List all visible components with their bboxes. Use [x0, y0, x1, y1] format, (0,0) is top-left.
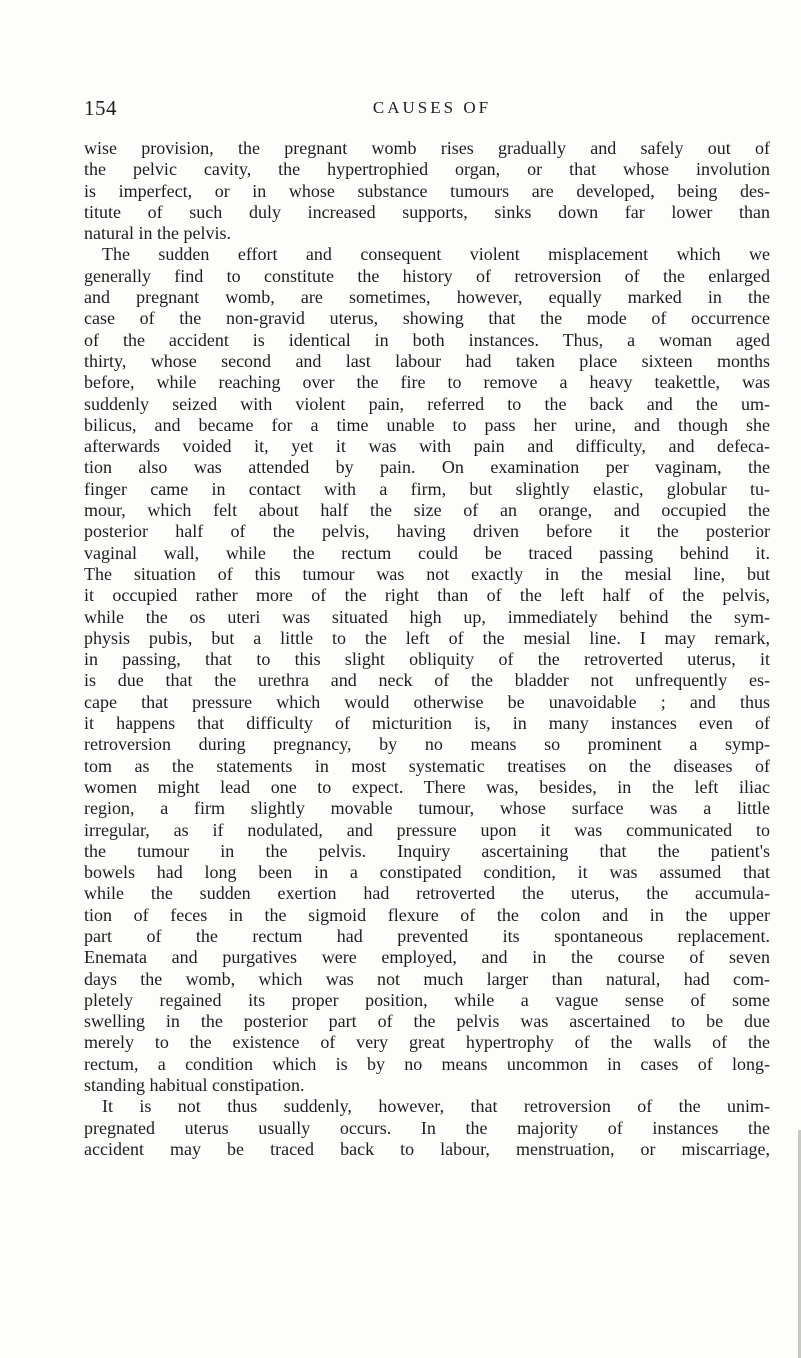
text-line: finger came in contact with a firm, but slightly elastic, globular tu- [84, 478, 770, 499]
text-line: while the os uteri was situated high up, immediately behind the sym- [84, 606, 770, 627]
text-line: in passing, that to this slight obliquity of the retroverted uterus, it [84, 649, 770, 670]
page-number: 154 [84, 96, 117, 120]
text-line: titute of such duly increased supports, sinks down far lower than [84, 201, 770, 222]
text-line: days the womb, which was not much larger than natural, had com- [84, 968, 770, 989]
text-line: is imperfect, or in whose substance tumours are developed, being des- [84, 180, 770, 201]
text-line: suddenly seized with violent pain, referred to the back and the um- [84, 393, 770, 414]
text-line: retroversion during pregnancy, by no means so prominent a symp- [84, 734, 770, 755]
text-line: it happens that difficulty of micturition is, in many instances even of [84, 713, 770, 734]
text-line: merely to the existence of very great hypertrophy of the walls of the [84, 1032, 770, 1053]
text-line: afterwards voided it, yet it was with pain and difficulty, and defeca- [84, 436, 770, 457]
text-line: region, a firm slightly movable tumour, whose surface was a little [84, 798, 770, 819]
text-line: case of the non-gravid uterus, showing that the mode of occurrence [84, 308, 770, 329]
text-line: accident may be traced back to labour, menstruation, or miscarriage, [84, 1138, 770, 1159]
text-line: standing habitual constipation. [84, 1075, 305, 1096]
text-line: bilicus, and became for a time unable to pass her urine, and though she [84, 414, 770, 435]
text-line: generally find to constitute the history of retroversion of the enlarged [84, 265, 770, 286]
text-line: pregnated uterus usually occurs. In the majority of instances the [84, 1117, 770, 1138]
text-line: tion also was attended by pain. On examination per vaginam, the [84, 457, 770, 478]
text-line: and pregnant womb, are sometimes, however, equally marked in the [84, 287, 770, 308]
text-line: bowels had long been in a constipated condition, it was assumed that [84, 862, 770, 883]
text-line: swelling in the posterior part of the pelvis was ascertained to be due [84, 1011, 770, 1032]
text-line: while the sudden exertion had retroverted the uterus, the accumula- [84, 883, 770, 904]
text-line: The situation of this tumour was not exactly in the mesial line, but [84, 563, 770, 584]
text-line: thirty, whose second and last labour had taken place sixteen months [84, 350, 770, 371]
text-line: part of the rectum had prevented its spontaneous replacement. [84, 925, 770, 946]
text-line: It is not thus suddenly, however, that retroversion of the unim- [102, 1096, 770, 1117]
text-line: rectum, a condition which is by no means uncommon in cases of long- [84, 1053, 770, 1074]
text-line: tom as the statements in most systematic treatises on the diseases of [84, 755, 770, 776]
text-line: women might lead one to expect. There was, besides, in the left iliac [84, 776, 770, 797]
text-line: The sudden effort and consequent violent misplacement which we [102, 244, 770, 265]
running-head: CAUSES OF [372, 98, 492, 117]
page-header [84, 96, 770, 122]
text-line: before, while reaching over the fire to remove a heavy teakettle, was [84, 372, 770, 393]
text-line: mour, which felt about half the size of an orange, and occupied the [84, 500, 770, 521]
text-line: of the accident is identical in both instances. Thus, a woman aged [84, 329, 770, 350]
text-line: natural in the pelvis. [84, 223, 231, 244]
text-line: it occupied rather more of the right than of the left half of the pelvis, [84, 585, 770, 606]
text-line: the pelvic cavity, the hypertrophied organ, or that whose involution [84, 159, 770, 180]
text-line: wise provision, the pregnant womb rises gradually and safely out of [84, 138, 770, 158]
text-line: pletely regained its proper position, while a vague sense of some [84, 989, 770, 1010]
body-text [84, 138, 770, 1160]
text-line: vaginal wall, while the rectum could be traced passing behind it. [84, 542, 770, 563]
text-line: is due that the urethra and neck of the bladder not unfrequently es- [84, 670, 770, 691]
text-line: the tumour in the pelvis. Inquiry ascertaining that the patient's [84, 840, 770, 861]
text-line: posterior half of the pelvis, having driven before it the posterior [84, 521, 770, 542]
text-line: cape that pressure which would otherwise be unavoidable ; and thus [84, 691, 770, 712]
text-line: Enemata and purgatives were employed, and in the course of seven [84, 947, 770, 968]
text-line: irregular, as if nodulated, and pressure upon it was communicated to [84, 819, 770, 840]
text-line: physis pubis, but a little to the left of the mesial line. I may remark, [84, 627, 770, 648]
text-line: tion of feces in the sigmoid flexure of the colon and in the upper [84, 904, 770, 925]
